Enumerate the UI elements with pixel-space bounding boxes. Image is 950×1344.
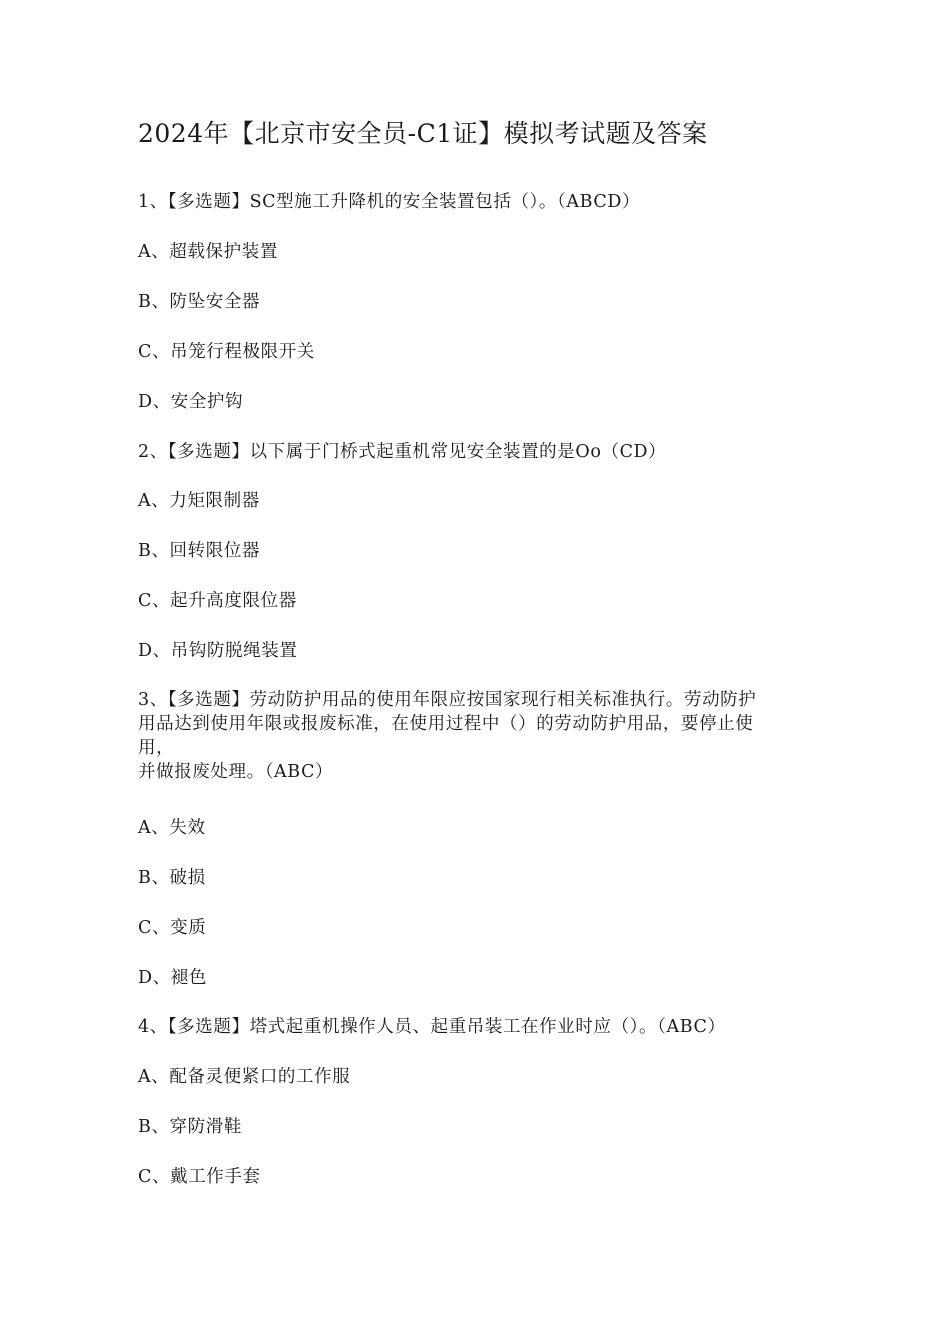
question-4-option-a: A、配备灵便紧口的工作服 bbox=[138, 1067, 351, 1087]
question-3-option-d: D、褪色 bbox=[138, 968, 207, 988]
question-2-text: 2、【多选题】以下属于门桥式起重机常见安全装置的是Oo（CD） bbox=[138, 442, 667, 462]
question-2-option-d: D、吊钩防脱绳装置 bbox=[138, 641, 298, 661]
question-3-option-a: A、失效 bbox=[138, 818, 206, 838]
question-3-line-4: 并做报废处理。（ABC） bbox=[138, 762, 334, 782]
question-4-option-c: C、戴工作手套 bbox=[138, 1167, 261, 1187]
question-2-option-a: A、力矩限制器 bbox=[138, 491, 260, 511]
question-1-option-b: B、防坠安全器 bbox=[138, 292, 261, 312]
question-1-option-a: A、超载保护装置 bbox=[138, 242, 278, 262]
question-1-option-c: C、吊笼行程极限开关 bbox=[138, 342, 315, 362]
question-3-text bbox=[138, 688, 818, 784]
document-title: 2024年【北京市安全员-C1证】模拟考试题及答案 bbox=[138, 119, 708, 148]
question-3-line-1: 3、【多选题】劳动防护用品的使用年限应按国家现行相关标准执行。劳动防护 bbox=[138, 690, 757, 710]
question-3-line-2: 用品达到使用年限或报废标准，在使用过程中（）的劳动防护用品，要停止使 bbox=[138, 714, 754, 734]
question-3-option-c: C、变质 bbox=[138, 918, 207, 938]
question-1-text: 1、【多选题】SC型施工升降机的安全装置包括（）。（ABCD） bbox=[138, 192, 641, 212]
question-4-text: 4、【多选题】塔式起重机操作人员、起重吊装工在作业时应（）。（ABC） bbox=[138, 1017, 726, 1037]
question-1-option-d: D、安全护钩 bbox=[138, 392, 244, 412]
question-2-option-c: C、起升高度限位器 bbox=[138, 591, 297, 611]
question-4-option-b: B、穿防滑鞋 bbox=[138, 1117, 242, 1137]
question-3-option-b: B、破损 bbox=[138, 868, 206, 888]
question-3-line-3: 用， bbox=[138, 738, 175, 758]
question-2-option-b: B、回转限位器 bbox=[138, 541, 261, 561]
